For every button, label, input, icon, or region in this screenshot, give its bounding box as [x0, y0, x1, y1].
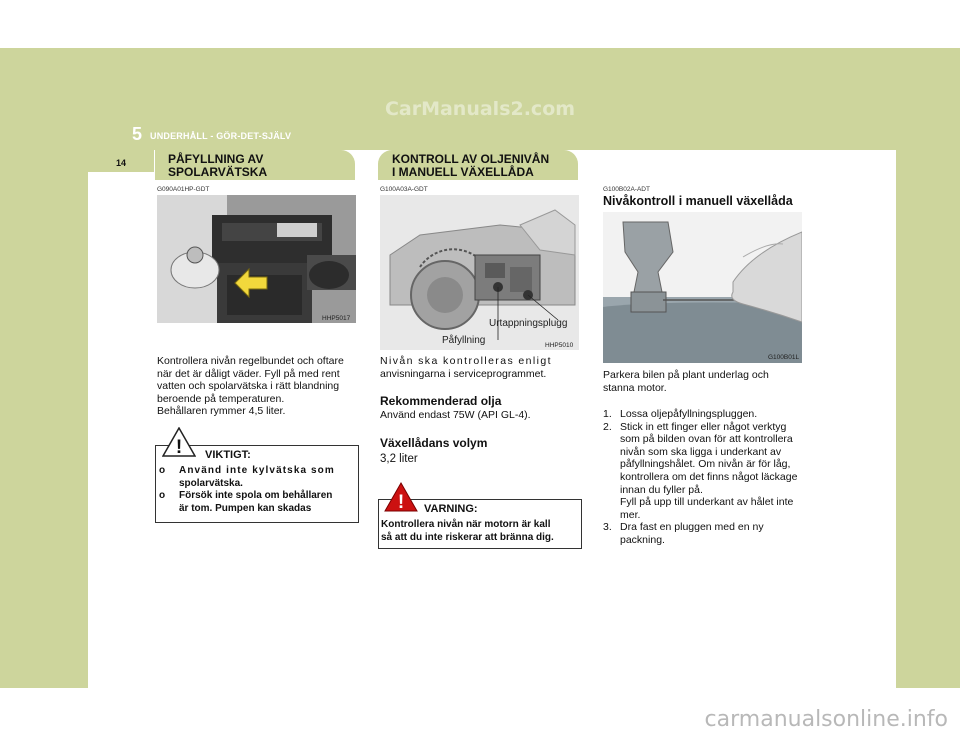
fill-plug-label: Påfyllning — [442, 335, 486, 346]
bullet: o — [159, 465, 166, 476]
text-line: Parkera bilen på plant underlag och — [603, 369, 769, 381]
warning-icon — [384, 482, 418, 512]
text-line: beroende på temperaturen. — [157, 392, 285, 405]
recommended-oil-heading: Rekommenderad olja — [380, 394, 502, 408]
watermark-bottom[interactable]: carmanualsonline.info — [704, 707, 948, 732]
section-code: G100B02A-ADT — [603, 186, 650, 193]
text-line: Kontrollera nivån regelbundet och oftare — [157, 355, 344, 367]
level-check-intro — [603, 369, 803, 394]
text-line: anvisningarna i serviceprogrammet. — [380, 367, 547, 380]
gearbox-intro — [380, 355, 580, 380]
section-title-line2: SPOLARVÄTSKA — [168, 165, 268, 179]
level-check-photo — [603, 212, 802, 363]
text-line: stanna motor. — [603, 381, 667, 394]
warning-title: VARNING: — [424, 503, 478, 515]
svg-text:!: ! — [397, 492, 405, 512]
engine-bay-photo — [157, 195, 356, 323]
caution-list — [159, 465, 357, 515]
gearbox-volume-value: 3,2 liter — [380, 453, 418, 465]
caution-title: VIKTIGT: — [205, 449, 251, 461]
step-item: 3. Dra fast en pluggen med en ny packning. — [603, 521, 764, 546]
level-check-heading: Nivåkontroll i manuell växellåda — [603, 194, 793, 208]
level-check-steps — [603, 408, 803, 547]
step-item: 2. Stick in ett finger eller något verktyg som på bilden ovan för att kontrollera nivån som ska ligga i underkant av påfyllningshålet. Om nivån är för låg, kontrollera om det finns något läckage innan du fyller på. Fyll på upp till underkant av hålet inte mer. — [603, 420, 798, 521]
photo-id-label: HHP5017 — [322, 315, 351, 322]
caution-warning-icon — [162, 427, 196, 457]
section-title-line1: PÅFYLLNING AV — [168, 152, 264, 166]
text-line: när det är dåligt väder. Fyll på med rent — [157, 367, 340, 380]
watermark-top[interactable]: CarManuals2.com — [384, 98, 576, 120]
engine-bay-illustration — [157, 195, 356, 323]
gearbox-volume-heading: Växellådans volym — [380, 436, 488, 450]
section-code: G100A03A-GDT — [380, 186, 428, 193]
page-number: 14 — [116, 158, 127, 168]
svg-text:!: ! — [175, 437, 183, 457]
text-line: vatten och spolarvätska i rätt blandning — [157, 380, 340, 393]
chapter-number: 5 — [132, 124, 143, 144]
photo-id-label: HHP5010 — [545, 342, 574, 349]
text-line: Behållaren rymmer 4,5 liter. — [157, 405, 286, 418]
section-code: G090A01HP-GDT — [157, 186, 210, 193]
finger-check-illustration — [603, 212, 802, 363]
bullet: o — [159, 490, 166, 501]
warning-text: Kontrollera nivån när motorn är kall så att du inte riskerar att bränna dig. — [381, 519, 554, 543]
photo-id-label: G100B01L — [768, 354, 800, 361]
section-title-line2: I MANUELL VÄXELLÅDA — [392, 165, 534, 179]
section-title-line1: KONTROLL AV OLJENIVÅN — [392, 152, 550, 166]
text-line: Nivån ska kontrolleras enligt — [380, 355, 552, 367]
recommended-oil-text: Använd endast 75W (API GL-4). — [380, 409, 531, 421]
drain-plug-label: Urtappningsplugg — [489, 318, 568, 329]
caution-item: o Försök inte spola om behållaren är tom. Pumpen kan skadas — [159, 490, 333, 514]
caution-item: o Använd inte kylvätska som spolarvätska. — [159, 465, 335, 489]
chapter-title: UNDERHÅLL - GÖR-DET-SJÄLV — [150, 131, 292, 141]
washer-fluid-description — [157, 355, 357, 418]
step-item: 1. Lossa oljepåfyllningspluggen. — [603, 408, 758, 420]
